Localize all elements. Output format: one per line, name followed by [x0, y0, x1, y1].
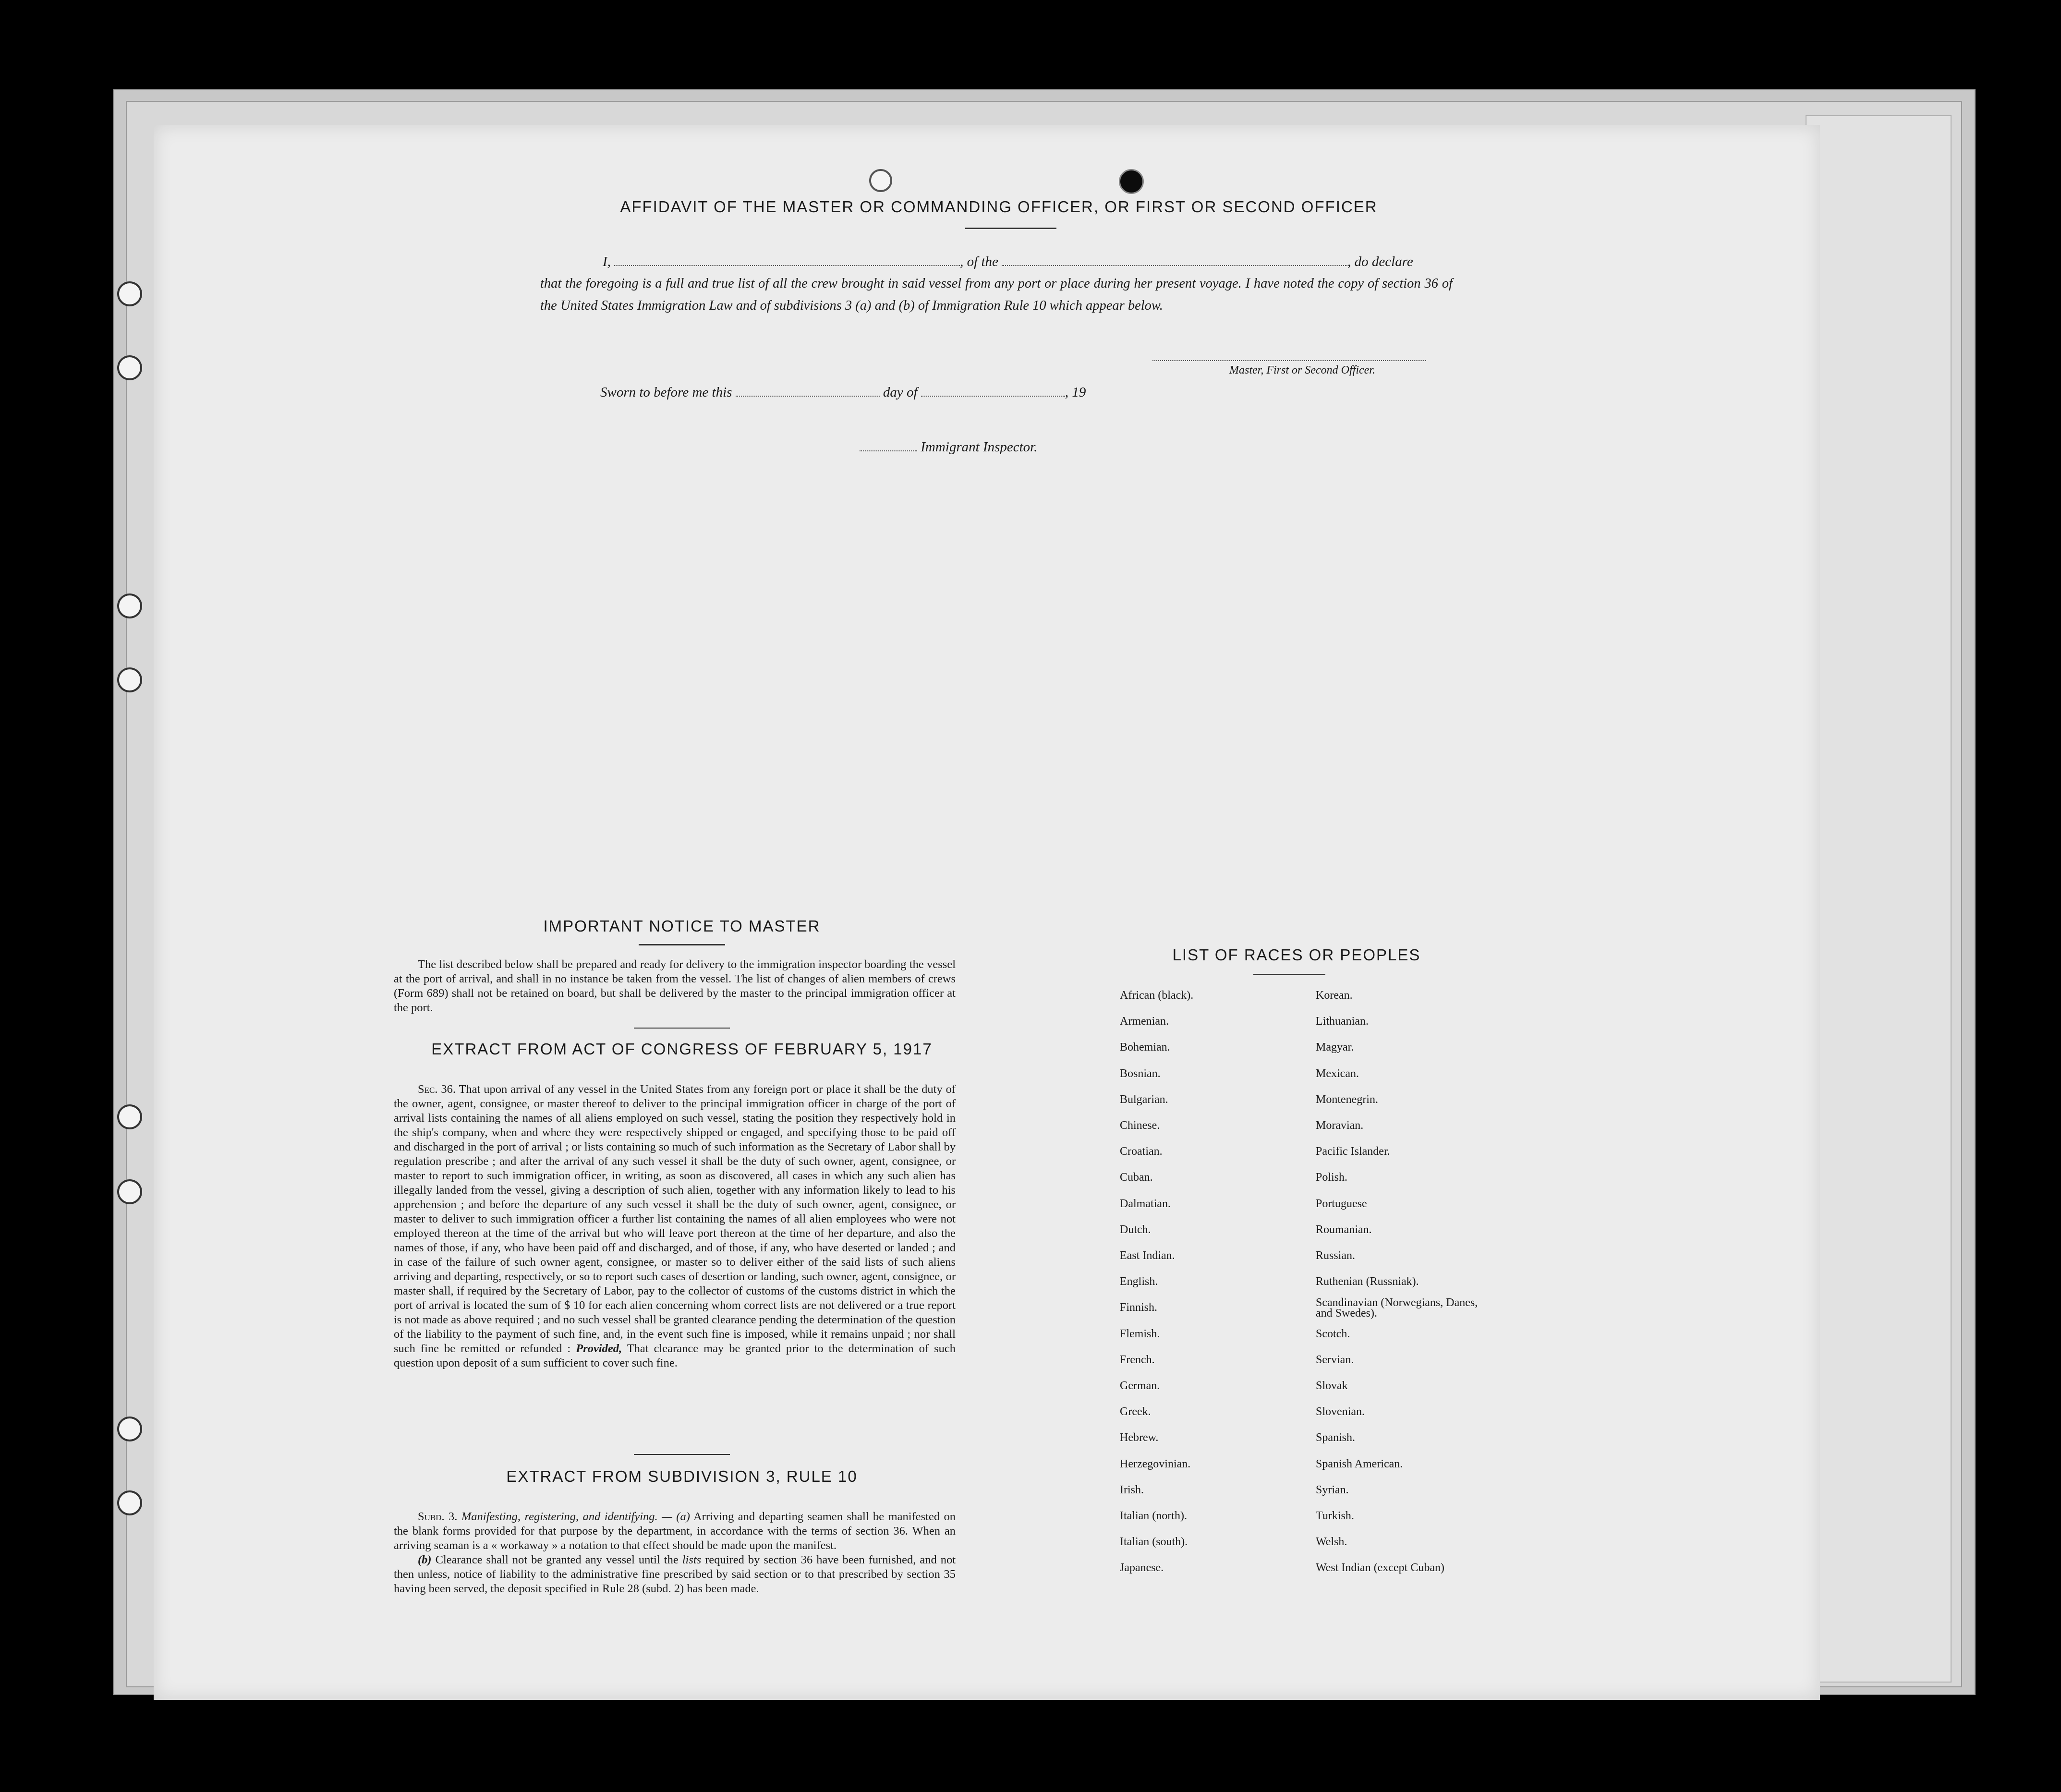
race-item: Polish.	[1316, 1171, 1348, 1184]
rule-b-text-2: required by section 36 have been furnished, and not then unless, notice of liability to the administrative fine prescribed by said section or to that prescribed by section 35 having been served, the deposit specified in Rule 28 (subd. 2) has been made.	[394, 1553, 956, 1595]
race-item: Magyar.	[1316, 1041, 1354, 1054]
inspector-line	[860, 436, 1038, 458]
act-sec-label: Sec. 36.	[418, 1083, 456, 1096]
binder-hole	[117, 593, 142, 618]
act-text	[394, 1082, 956, 1370]
name-field[interactable]	[614, 265, 960, 266]
sworn-date-field[interactable]	[736, 396, 880, 397]
race-item: Portuguese	[1316, 1197, 1367, 1210]
binder-hole	[117, 667, 142, 692]
punch-hole	[1119, 169, 1144, 194]
document-page	[154, 125, 1820, 1700]
notice-underline	[639, 944, 725, 945]
rule-b-label: (b)	[418, 1553, 432, 1566]
divider	[634, 1454, 730, 1455]
race-item: German.	[1120, 1380, 1160, 1392]
race-item: Roumanian.	[1316, 1223, 1372, 1236]
race-item: Spanish.	[1316, 1431, 1356, 1444]
affidavit-title: AFFIDAVIT OF THE MASTER OR COMMANDING OFFICER, OR FIRST OR SECOND OFFICER	[620, 198, 1378, 216]
race-item: Flemish.	[1120, 1327, 1160, 1340]
race-item: Scotch.	[1316, 1327, 1350, 1340]
race-item: Dalmatian.	[1120, 1197, 1171, 1210]
signature-label: Master, First or Second Officer.	[1229, 364, 1375, 376]
sworn-line	[600, 381, 1086, 403]
race-item: Bohemian.	[1120, 1041, 1170, 1054]
races-underline	[1253, 974, 1325, 975]
sworn-day-of: day of	[883, 385, 918, 400]
race-item: Welsh.	[1316, 1536, 1347, 1549]
inspector-label: Immigrant Inspector.	[921, 439, 1038, 455]
race-item: English.	[1120, 1275, 1158, 1288]
act-tail: That clearance may be granted prior to the determination of such question upon deposit of a sum sufficient to cover such fine.	[394, 1342, 956, 1369]
vessel-field[interactable]	[1002, 265, 1347, 266]
race-item: Finnish.	[1120, 1301, 1158, 1314]
race-item: Chinese.	[1120, 1119, 1160, 1132]
rule-heading: Manifesting, registering, and identifying.	[461, 1510, 658, 1523]
race-item: African (black).	[1120, 989, 1194, 1002]
binder-hole	[117, 1179, 142, 1204]
notice-title: IMPORTANT NOTICE TO MASTER	[543, 917, 821, 935]
rule-a-text: Arriving and departing seamen shall be manifested on the blank forms provided for that purpose by the department, in accordance with the terms of section 36. When an arriving seaman is a « workaway » a notation to that effect should be made upon the manifest.	[394, 1510, 956, 1552]
race-item: Spanish American.	[1316, 1457, 1403, 1470]
sworn-month-field[interactable]	[921, 396, 1065, 397]
race-item: Montenegrin.	[1316, 1093, 1378, 1106]
affidavit-of-the: , of the	[960, 254, 998, 269]
sworn-prefix: Sworn to before me this	[600, 385, 732, 400]
race-item: Dutch.	[1120, 1223, 1151, 1236]
race-item: Russian.	[1316, 1249, 1356, 1262]
rule-text	[394, 1510, 956, 1596]
race-item: Pacific Islander.	[1316, 1145, 1390, 1158]
binder-hole	[117, 1104, 142, 1129]
race-item: East Indian.	[1120, 1249, 1175, 1262]
rule-subd-label: Subd. 3.	[418, 1510, 458, 1523]
race-item: Syrian.	[1316, 1483, 1349, 1496]
sworn-year: , 19	[1065, 385, 1086, 400]
affidavit-do-declare: , do declare	[1347, 254, 1413, 269]
race-item: Ruthenian (Russniak).	[1316, 1275, 1419, 1288]
rule-b-text-1: Clearance shall not be granted any vessel until the	[435, 1553, 679, 1566]
race-item: Moravian.	[1316, 1119, 1364, 1132]
race-item: Croatian.	[1120, 1145, 1163, 1158]
race-item: Irish.	[1120, 1483, 1144, 1496]
affidavit-body: that the foregoing is a full and true list of all the crew brought in said vessel from any port or place during her present voyage. I have noted the copy of section 36 of the United States Immigration Law and of subdivisions 3 (a) and (b) of Immigration Rule 10 which appear below.	[540, 276, 1453, 313]
affidavit-i-label: I,	[603, 254, 611, 269]
inspector-signature-field[interactable]	[860, 450, 917, 451]
race-item: Greek.	[1120, 1405, 1151, 1418]
races-list	[1114, 989, 1546, 1613]
affidavit-declaration	[540, 251, 1453, 317]
title-underline	[965, 228, 1056, 229]
right-sheet-edge	[1806, 115, 1952, 1683]
race-item: Servian.	[1316, 1353, 1354, 1366]
race-item: French.	[1120, 1353, 1155, 1366]
binder-hole	[117, 1490, 142, 1515]
race-item: Mexican.	[1316, 1067, 1359, 1080]
binder-hole	[117, 281, 142, 306]
race-item: Italian (north).	[1120, 1510, 1187, 1522]
rule-title: EXTRACT FROM SUBDIVISION 3, RULE 10	[506, 1467, 858, 1485]
race-item: Scandinavian (Norwegians, Danes, and Swedes).	[1316, 1296, 1478, 1320]
race-item: Turkish.	[1316, 1510, 1354, 1522]
binder-hole	[117, 1417, 142, 1441]
punch-hole	[869, 169, 892, 192]
race-item: Slovak	[1316, 1380, 1348, 1392]
race-item: Korean.	[1316, 989, 1353, 1002]
race-item: Armenian.	[1120, 1015, 1169, 1028]
divider	[634, 1028, 730, 1029]
race-item: Bosnian.	[1120, 1067, 1161, 1080]
act-body: That upon arrival of any vessel in the United States from any foreign port or place it shall be the duty of the owner, agent, consignee, or master thereof to deliver to the principal immigration officer in charge of the port of arrival lists containing the names of all aliens employed on such vessel, stating the position they respectively hold in the ship's company, when and where they were respectively shipped or engaged, and specifying those to be paid off and discharged in the port of arrival ; or lists containing so much of such information as the Secretary of Labor shall by regulation prescribe ; and after the arrival of any such vessel it shall be the duty of such owner, agent, consignee, or master to report to such immigration officer, in writing, as soon as discovered, all cases in which any such alien has illegally landed from the vessel, giving a description of such alien, together with any information likely to lead to his apprehension ; and before the departure of any such vessel it shall be the duty of such owner, agent, consignee, or master to deliver to such immigration officer a further list containing the names of all alien employees who were not employed thereon at the time of the arrival but who will leave port thereon at the time of her departure, and also the names of those, if any, who have been paid off and discharged, and of those, if any, who have deserted or landed ; and in case of the failure of such owner agent, consignee, or master so to deliver either of the said lists of such aliens arriving and departing, respectively, or so to report such cases of desertion or landing, such owner, agent, consignee, or master shall, if required by the Secretary of Labor, pay to the collector of customs of the customs district in which the port of arrival is located the sum of $ 10 for each alien concerning whom correct lists are not delivered or a true report is not made as above required ; and no such vessel shall be granted clearance pending the determination of the question of the liability to the payment of such fine, and, in the event such fine is imposed, while it remains unpaid ; nor shall such fine be remitted or refunded :	[394, 1083, 956, 1355]
race-item: Cuban.	[1120, 1171, 1153, 1184]
race-item: Bulgarian.	[1120, 1093, 1168, 1106]
act-provided: Provided,	[576, 1342, 622, 1355]
race-item: Lithuanian.	[1316, 1015, 1369, 1028]
rule-a-label: — (a)	[662, 1510, 690, 1523]
races-title: LIST OF RACES OR PEOPLES	[1172, 946, 1421, 964]
notice-text	[394, 957, 956, 1015]
binder-hole	[117, 355, 142, 380]
race-item: Herzegovinian.	[1120, 1457, 1191, 1470]
race-item: West Indian (except Cuban)	[1316, 1562, 1444, 1574]
race-item: Slovenian.	[1316, 1405, 1365, 1418]
race-item: Japanese.	[1120, 1562, 1164, 1574]
race-item: Hebrew.	[1120, 1431, 1159, 1444]
notice-paragraph: The list described below shall be prepared and ready for delivery to the immigration inspector boarding the vessel at the port of arrival, and shall in no instance be taken from the vessel. The list of changes of alien members of crews (Form 689) shall not be retained on board, but shall be delivered by the master to the principal immigration officer at the port.	[394, 958, 956, 1014]
race-item: Italian (south).	[1120, 1536, 1188, 1549]
rule-b-lists: lists	[682, 1553, 702, 1566]
act-title: EXTRACT FROM ACT OF CONGRESS OF FEBRUARY 5, 1917	[431, 1040, 933, 1058]
